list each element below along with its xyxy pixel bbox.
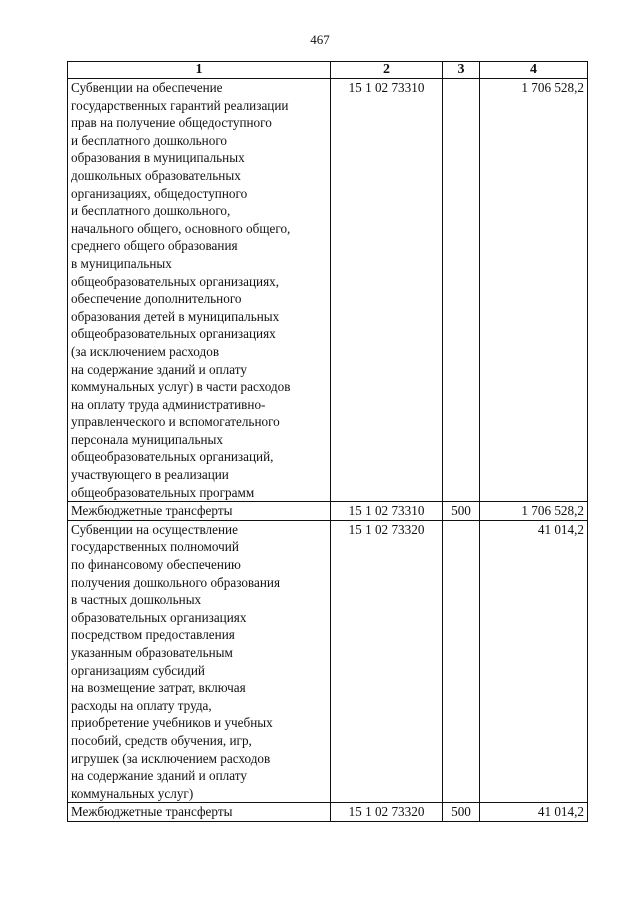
table-row [68,803,588,822]
row-expense-type [443,520,480,803]
budget-table [67,61,588,822]
row-expense-type: 500 [443,803,480,822]
row-amount: 41 014,2 [480,803,588,822]
row-name: Межбюджетные трансферты [68,803,331,822]
table-header-row [68,62,588,79]
table-row [68,502,588,521]
row-name: Субвенции на осуществление государственных полномочий по финансовому обеспечению получения дошкольного образования в частных дошкольных образовательных организациях посредством предоставления указанным образовательным организациям субсидий на возмещение затрат, включая расходы на оплату труда, приобретение учебников и учебных пособий, средств обучения, игр, игрушек (за исключением расходов на содержание зданий и оплату коммунальных услуг) [68,520,331,803]
row-code: 15 1 02 73320 [331,803,443,822]
column-header-4: 4 [480,62,588,79]
column-header-3: 3 [443,62,480,79]
page-number: 467 [310,32,330,47]
table-row [68,520,588,803]
row-code: 15 1 02 73310 [331,502,443,521]
row-amount: 1 706 528,2 [480,79,588,502]
row-name: Субвенции на обеспечение государственных гарантий реализации прав на получение общедоступного и бесплатного дошкольного образования в муниципальных дошкольных образовательных организациях, общедоступного и бесплатного дошкольного, начального общего, основного общего, среднего общего образования в муниципальных общеобразовательных организациях, обеспечение дополнительного образования детей в муниципальных общеобразовательных организациях (за исключением расходов на содержание зданий и оплату коммунальных услуг) в части расходов на оплату труда административно- управленческого и вспомогательного персонала муниципальных общеобразовательных организаций, участвующего в реализации общеобразовательных программ [68,79,331,502]
column-header-2: 2 [331,62,443,79]
row-code: 15 1 02 73310 [331,79,443,502]
table-row [68,79,588,502]
row-expense-type [443,79,480,502]
column-header-1: 1 [68,62,331,79]
row-expense-type: 500 [443,502,480,521]
row-amount: 1 706 528,2 [480,502,588,521]
row-code: 15 1 02 73320 [331,520,443,803]
row-amount: 41 014,2 [480,520,588,803]
row-name: Межбюджетные трансферты [68,502,331,521]
